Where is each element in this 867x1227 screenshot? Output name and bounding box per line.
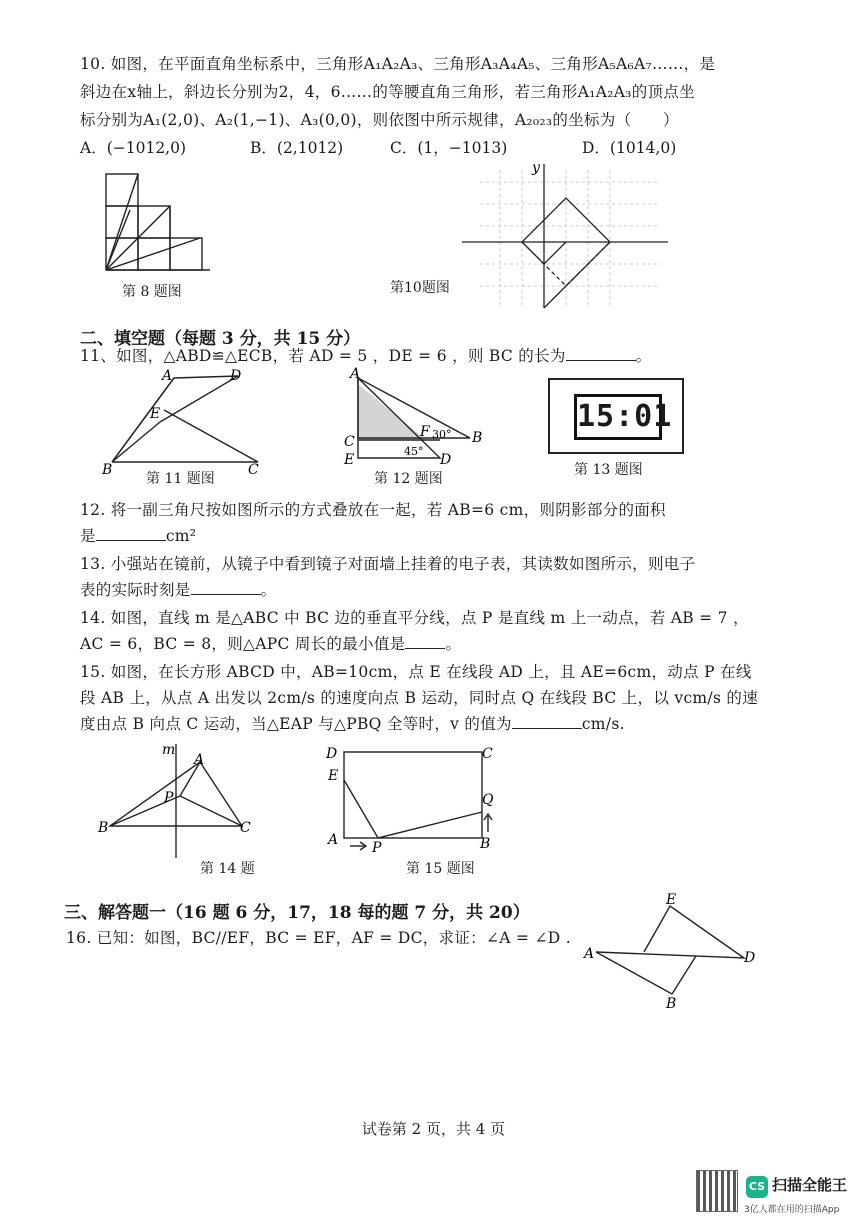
fig15-label-p: P bbox=[372, 840, 382, 854]
q11-answer-blank[interactable] bbox=[566, 346, 636, 361]
q15-unit: cm/s. bbox=[581, 715, 625, 733]
fig15-label-d: D bbox=[326, 746, 338, 762]
q11-text-after-blank: 。 bbox=[635, 347, 652, 365]
q14-answer-blank[interactable] bbox=[405, 634, 445, 649]
fig12-label-d: D bbox=[440, 452, 452, 468]
fig11-label-e: E bbox=[150, 406, 161, 422]
fig15-label-b: B bbox=[480, 836, 491, 852]
q12-line-2 bbox=[80, 524, 196, 546]
figure-11-triangles bbox=[98, 366, 270, 478]
fig12-label-a: A bbox=[350, 366, 361, 382]
camscanner-logo-icon: CS bbox=[746, 1176, 768, 1198]
fig16-label-e: E bbox=[666, 892, 677, 908]
q14-text-before-blank: AC = 6，BC = 8，则△APC 周长的最小值是 bbox=[80, 635, 406, 653]
fig15-label-c: C bbox=[482, 746, 493, 762]
q14-line-1: 14. 如图，直线 m 是△ABC 中 BC 边的垂直平分线，点 P 是直线 m 上一动点，若 AB = 7 ， bbox=[80, 609, 749, 627]
fig14-label-c: C bbox=[240, 820, 251, 836]
qr-code-icon bbox=[696, 1170, 738, 1212]
fig11-label-d: D bbox=[230, 368, 242, 384]
q15-line-1: 15. 如图，在长方形 ABCD 中，AB=10cm，点 E 在线段 AD 上，且 AE=6cm，动点 P 在线 bbox=[80, 663, 752, 681]
figure-10-coordinate-plane bbox=[460, 160, 670, 310]
fig12-angle-30: 30° bbox=[432, 428, 452, 441]
fig14-label-m: m bbox=[162, 742, 176, 758]
figure-13-caption: 第 13 题图 bbox=[574, 462, 643, 478]
q13-line-1: 13. 小强站在镜前，从镜子中看到镜子对面墙上挂着的电子表，其读数如图所示，则电子 bbox=[80, 555, 696, 573]
scanner-watermark bbox=[696, 1170, 856, 1220]
q10-line-2: 斜边在x轴上，斜边长分别为2，4，6……的等腰直角三角形，若三角形A₁A₂A₃的顶点坐 bbox=[80, 83, 695, 101]
q13-line-2 bbox=[80, 578, 276, 600]
page-footer: 试卷第 2 页，共 4 页 bbox=[361, 1120, 506, 1138]
q13-answer-blank[interactable] bbox=[191, 580, 261, 595]
fig14-label-a: A bbox=[194, 752, 205, 768]
figure-8-caption: 第 8 题图 bbox=[122, 284, 182, 300]
fig16-label-d: D bbox=[744, 950, 756, 966]
figure-11-caption: 第 11 题图 bbox=[146, 471, 215, 487]
q15-answer-blank[interactable] bbox=[512, 714, 582, 729]
fig11-label-a: A bbox=[162, 368, 173, 384]
q11-text bbox=[80, 344, 651, 366]
q13-text-after-blank: 。 bbox=[260, 581, 277, 599]
q10-option-d: D．(1014,0) bbox=[582, 139, 677, 157]
q14-text-after-blank: 。 bbox=[445, 635, 462, 653]
q10-option-a: A．(−1012,0) bbox=[80, 139, 187, 157]
figure-10-caption: 第10题图 bbox=[390, 280, 450, 296]
figure-8-grid bbox=[100, 170, 220, 274]
q10-option-c: C．(1，−1013) bbox=[390, 139, 508, 157]
q13-text-before-blank: 表的实际时刻是 bbox=[80, 581, 191, 599]
section-2-heading: 二、填空题（每题 3 分，共 15 分） bbox=[80, 329, 361, 349]
fig16-label-a: A bbox=[584, 946, 595, 962]
q15-text-before-blank: 度由点 B 向点 C 运动，当△EAP 与△PBQ 全等时，v 的值为 bbox=[80, 715, 512, 733]
q11-text-before-blank: 11、如图，△ABD≌△ECB，若 AD = 5 ，DE = 6 ，则 BC 的长为 bbox=[80, 347, 566, 365]
q10-line-3: 标分别为A₁(2,0)、A₂(1,−1)、A₃(0,0)，则依图中所示规律，A₂₀₂₃的坐标为（ ） bbox=[80, 111, 679, 129]
fig12-label-c: C bbox=[344, 434, 355, 450]
fig11-label-b: B bbox=[102, 462, 113, 478]
fig14-label-b: B bbox=[98, 820, 109, 836]
q16-text: 16. 已知：如图，BC//EF，BC = EF，AF = DC，求证：∠A = ∠D . bbox=[66, 929, 571, 947]
figure-14-triangle bbox=[96, 740, 266, 860]
q12-line-1: 12. 将一副三角尺按如图所示的方式叠放在一起，若 AB=6 cm，则阴影部分的面积 bbox=[80, 501, 666, 519]
scanner-brand-name: 扫描全能王 bbox=[772, 1176, 848, 1194]
fig12-label-b: B bbox=[472, 430, 483, 446]
q12-text-before-blank: 是 bbox=[80, 527, 96, 545]
fig15-label-q: Q bbox=[482, 792, 494, 808]
fig15-label-a: A bbox=[328, 832, 339, 848]
figure-10-y-label: y bbox=[532, 160, 540, 176]
scanner-brand-tagline: 3亿人都在用的扫描App bbox=[744, 1205, 840, 1215]
fig14-label-p: P bbox=[164, 790, 174, 806]
fig12-label-e: E bbox=[344, 452, 355, 468]
figure-15-caption: 第 15 题图 bbox=[406, 861, 475, 877]
figure-16-parallel-triangles bbox=[582, 890, 762, 1010]
figure-14-caption: 第 14 题 bbox=[200, 861, 255, 877]
section-3-heading: 三、解答题一（16 题 6 分，17，18 每的题 7 分，共 20） bbox=[64, 903, 530, 923]
figure-15-rectangle bbox=[322, 740, 502, 854]
figure-12-caption: 第 12 题图 bbox=[374, 471, 443, 487]
q15-line-2: 段 AB 上，从点 A 出发以 2cm/s 的速度向点 B 运动，同时点 Q 在线段 BC 上，以 vcm/s 的速 bbox=[80, 689, 759, 707]
fig12-label-f: F bbox=[420, 424, 430, 440]
figure-12-set-squares bbox=[340, 366, 490, 468]
fig11-label-c: C bbox=[248, 462, 259, 478]
fig12-angle-45: 45° bbox=[404, 445, 424, 458]
q15-line-3 bbox=[80, 712, 625, 734]
q10-option-b: B．(2,1012) bbox=[250, 139, 344, 157]
fig15-label-e: E bbox=[328, 768, 339, 784]
figure-13-clock-frame bbox=[548, 378, 684, 454]
q10-line-1: 10. 如图，在平面直角坐标系中，三角形A₁A₂A₃、三角形A₃A₄A₅、三角形A₅A₆A₇……，是 bbox=[80, 55, 716, 73]
q12-unit: cm² bbox=[165, 527, 197, 545]
figure-13-clock-display: 15:01 bbox=[574, 394, 662, 440]
fig16-label-b: B bbox=[666, 996, 677, 1010]
q12-answer-blank[interactable] bbox=[96, 526, 166, 541]
q14-line-2 bbox=[80, 632, 461, 654]
